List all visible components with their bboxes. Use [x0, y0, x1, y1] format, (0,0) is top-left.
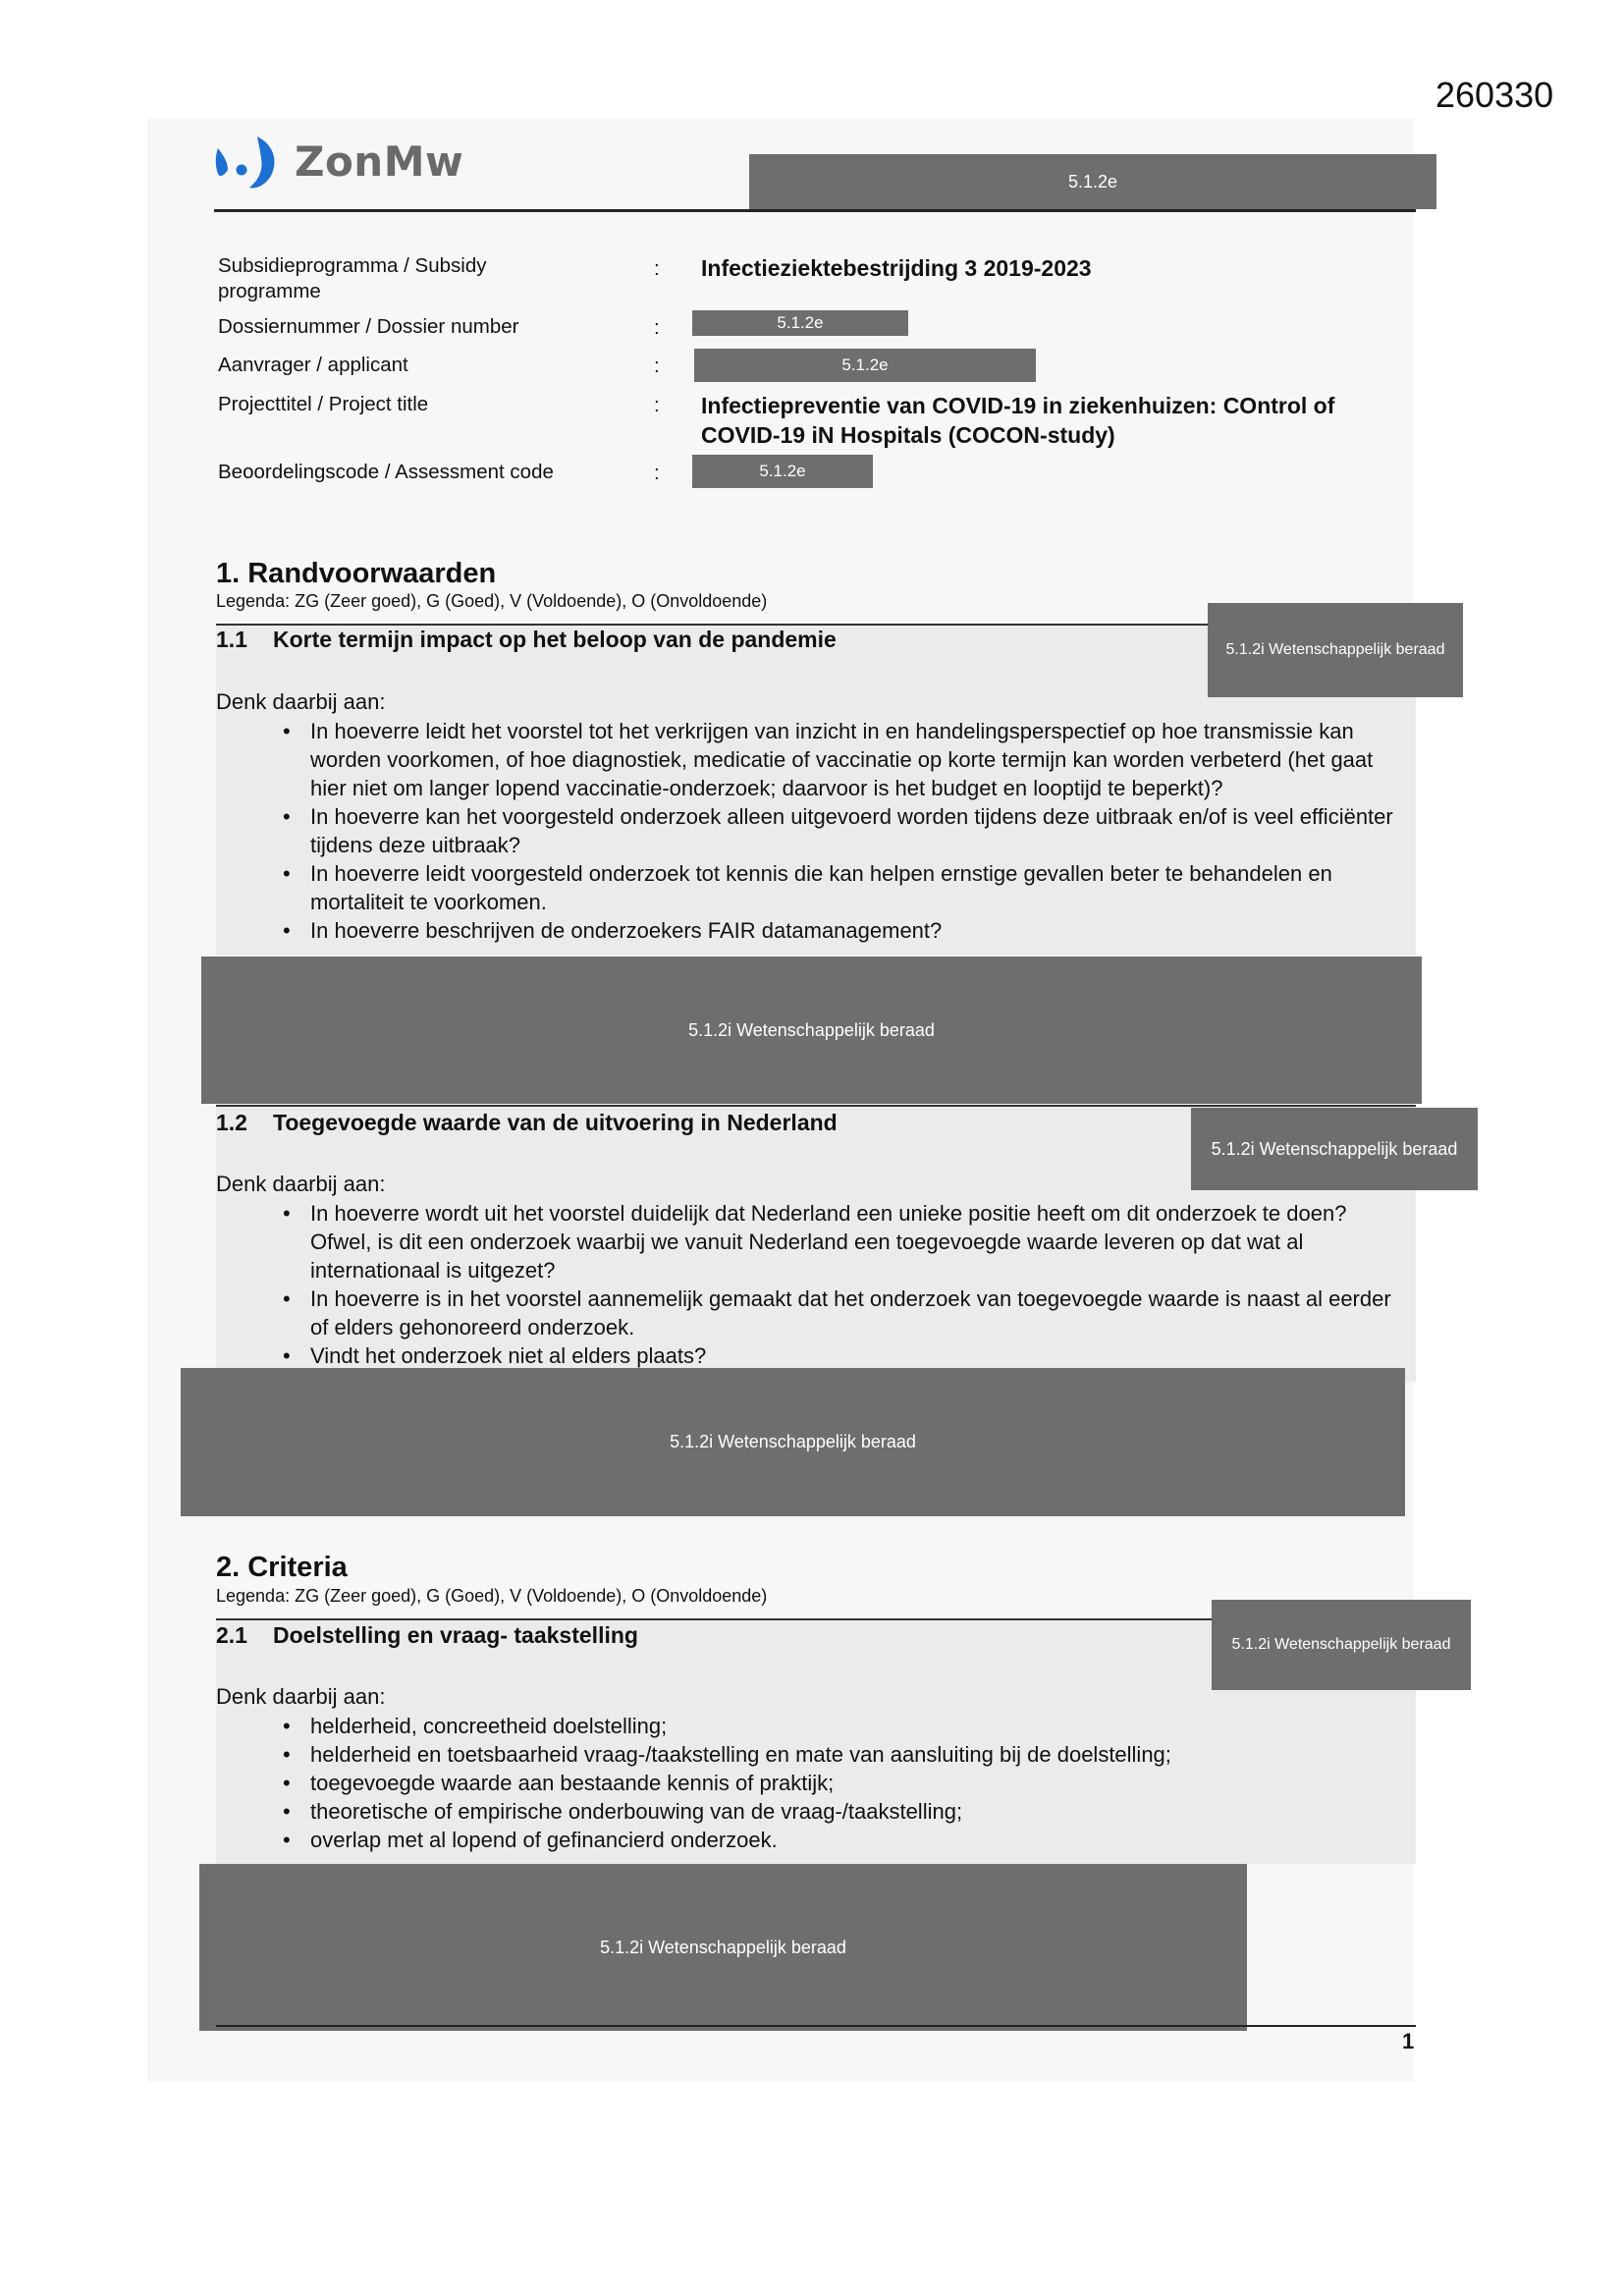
- list-item: • In hoeverre kan het voorgesteld onderzoek alleen uitgevoerd worden tijdens deze uitbraak en/of is veel efficiënter tijdens deze uitbraak?: [281, 802, 1410, 859]
- score-redaction-1-2: 5.1.2i Wetenschappelijk beraad: [1191, 1108, 1478, 1190]
- dossier-redaction: 5.1.2e: [692, 310, 908, 336]
- intro-text: Denk daarbij aan:: [216, 689, 386, 714]
- meta-colon: :: [654, 257, 660, 280]
- list-item: • theoretische of empirische onderbouwing van de vraag-/taakstelling;: [281, 1797, 1410, 1826]
- page-number: 1: [1402, 2029, 1415, 2053]
- list-item: • In hoeverre leidt het voorstel tot het verkrijgen van inzicht in en handelingsperspectief op hoe transmissie kan worden voorkomen, of hoe diagnostiek, medicatie of vaccinatie op korte termijn kan worden verbeterd (het gaat hier niet om langer lopend vaccinatie-onderzoek; daarvoor is het budget en looptijd te beperkt)?: [281, 717, 1410, 802]
- document-number: 260330: [1435, 75, 1554, 115]
- meta-colon: :: [654, 462, 660, 484]
- section-title-2: 2. Criteria: [216, 1552, 348, 1583]
- list-item: • helderheid en toetsbaarheid vraag-/taakstelling en mate van aansluiting bij de doelstelling;: [281, 1740, 1410, 1769]
- applicant-redaction: 5.1.2e: [694, 349, 1036, 382]
- subsection-title-1-1: [216, 627, 837, 653]
- header-rule: [214, 209, 1416, 212]
- subsection-number: 1.2: [216, 1110, 247, 1135]
- meta-value-project-title: Infectiepreventie van COVID-19 in ziekenhuizen: COntrol of COVID-19 iN Hospitals (COCON-study): [701, 393, 1335, 448]
- meta-label-assessment: Beoordelingscode / Assessment code: [218, 461, 554, 483]
- subsection-number: 1.1: [216, 627, 247, 652]
- list-item: • helderheid, concreetheid doelstelling;: [281, 1712, 1410, 1740]
- assessment-redaction: 5.1.2e: [692, 455, 873, 488]
- section-title-1: 1. Randvoorwaarden: [216, 558, 497, 589]
- zonmw-logo: [214, 130, 463, 192]
- meta-label-applicant: Aanvrager / applicant: [218, 354, 408, 376]
- list-item: • In hoeverre is in het voorstel aannemelijk gemaakt dat het onderzoek van toegevoegde waarde is naast al eerder of elders gehonoreerd onderzoek.: [281, 1285, 1410, 1341]
- subsection-title-1-2: [216, 1110, 838, 1136]
- body-redaction-1-2: 5.1.2i Wetenschappelijk beraad: [181, 1368, 1405, 1516]
- criteria-list-1-2: [281, 1199, 1410, 1370]
- header-redaction: 5.1.2e: [749, 154, 1436, 209]
- score-redaction-2-1: 5.1.2i Wetenschappelijk beraad: [1212, 1600, 1471, 1690]
- list-item: • Vindt het onderzoek niet al elders plaats?: [281, 1341, 1410, 1370]
- meta-colon: :: [654, 316, 660, 339]
- legend-2: Legenda: ZG (Zeer goed), G (Goed), V (Voldoende), O (Onvoldoende): [216, 1586, 768, 1606]
- meta-label-subsidy: Subsidieprogramma / Subsidy programme: [218, 254, 487, 302]
- legend-1: Legenda: ZG (Zeer goed), G (Goed), V (Voldoende), O (Onvoldoende): [216, 591, 768, 611]
- meta-label-dossier: Dossiernummer / Dossier number: [218, 315, 519, 338]
- list-item: • toegevoegde waarde aan bestaande kennis of praktijk;: [281, 1769, 1410, 1797]
- list-item: • In hoeverre leidt voorgesteld onderzoek tot kennis die kan helpen ernstige gevallen beter te behandelen en mortaliteit te voorkomen.: [281, 859, 1410, 916]
- list-item: • overlap met al lopend of gefinancierd onderzoek.: [281, 1826, 1410, 1854]
- brand-name: ZonMw: [295, 137, 464, 186]
- body-redaction-1-1: 5.1.2i Wetenschappelijk beraad: [201, 957, 1422, 1104]
- criteria-list-1-1: [281, 717, 1410, 945]
- subsection-title-text: Doelstelling en vraag- taakstelling: [273, 1622, 638, 1648]
- meta-colon: :: [654, 355, 660, 377]
- footer-rule: [216, 2025, 1416, 2027]
- zonmw-logo-icon: [214, 131, 283, 191]
- intro-text: Denk daarbij aan:: [216, 1684, 386, 1709]
- subsection-title-2-1: [216, 1622, 638, 1649]
- list-item: • In hoeverre wordt uit het voorstel duidelijk dat Nederland een unieke positie heeft om dit onderzoek te doen? Ofwel, is dit een onderzoek waarbij we vanuit Nederland een toegevoegde waarde leveren op dat wat al internationaal is uitgezet?: [281, 1199, 1410, 1285]
- criteria-list-2-1: [281, 1712, 1410, 1854]
- meta-colon: :: [654, 394, 660, 416]
- score-redaction-1-1: 5.1.2i Wetenschappelijk beraad: [1208, 603, 1463, 697]
- meta-value-subsidy: Infectieziektebestrijding 3 2019-2023: [701, 255, 1092, 281]
- subsection-title-text: Toegevoegde waarde van de uitvoering in Nederland: [273, 1110, 838, 1135]
- subsection-number: 2.1: [216, 1622, 247, 1648]
- meta-label-project-title: Projecttitel / Project title: [218, 393, 429, 415]
- intro-text: Denk daarbij aan:: [216, 1172, 386, 1196]
- subsection-title-text: Korte termijn impact op het beloop van de pandemie: [273, 627, 837, 652]
- list-item: • In hoeverre beschrijven de onderzoekers FAIR datamanagement?: [281, 916, 1410, 945]
- body-redaction-2-1: 5.1.2i Wetenschappelijk beraad: [199, 1864, 1247, 2031]
